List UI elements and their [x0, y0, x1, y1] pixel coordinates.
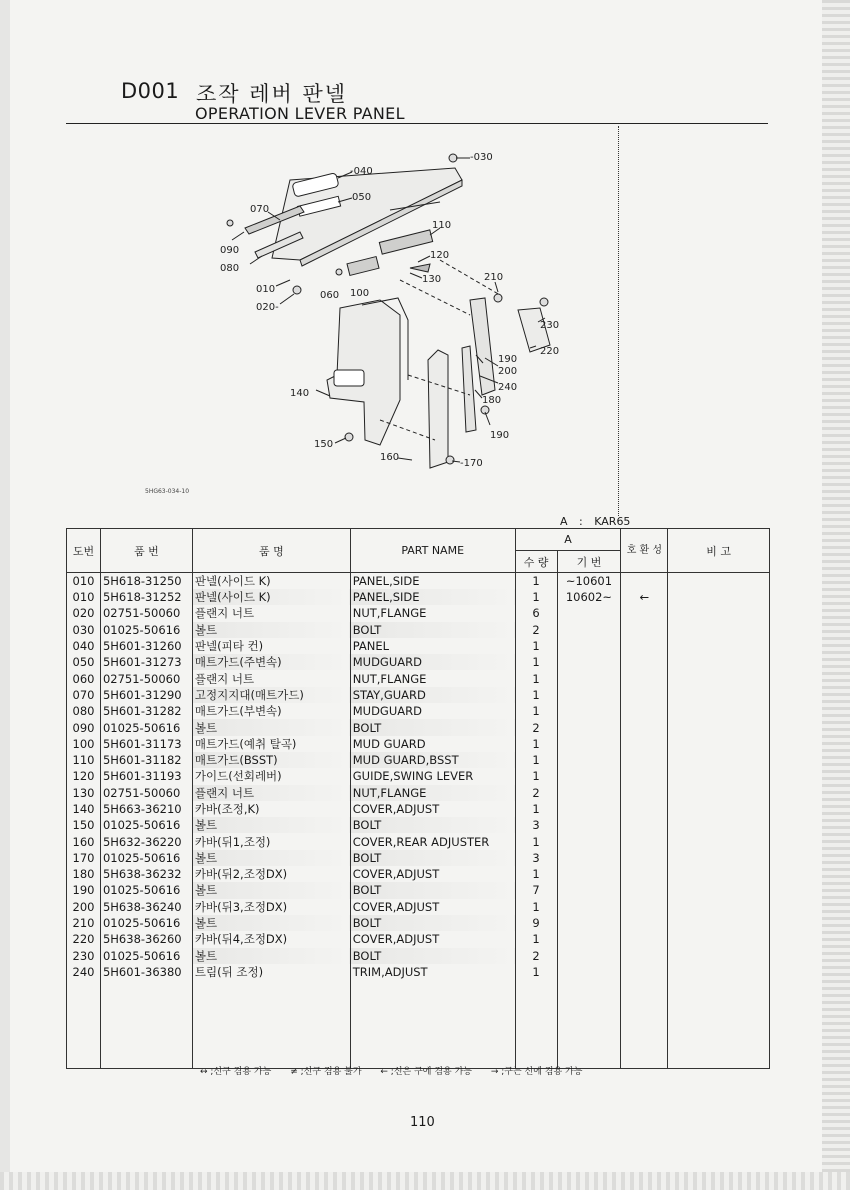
remarks-cell	[668, 703, 770, 719]
part-number-cell: 5H601-36380	[100, 964, 192, 980]
remarks-cell	[668, 589, 770, 605]
callout-140: 140	[290, 388, 310, 399]
ref-no-cell: 070	[67, 687, 101, 703]
part-number-cell: 01025-50616	[100, 882, 192, 898]
ref-no-cell: 230	[67, 948, 101, 964]
scan-edge-bottom	[0, 1172, 850, 1190]
part-number-cell: 5H601-31282	[100, 703, 192, 719]
table-row	[67, 768, 770, 784]
serial-cell	[557, 866, 621, 882]
serial-cell	[557, 670, 621, 686]
serial-cell	[557, 915, 621, 931]
ref-no-cell: 140	[67, 801, 101, 817]
header-serial: 기 번	[557, 551, 621, 573]
name-korean-cell: 볼트	[192, 817, 350, 833]
name-korean-cell: 플랜지 너트	[192, 605, 350, 621]
cover-assembly-drawing	[327, 294, 550, 468]
serial-cell	[557, 654, 621, 670]
quantity-cell: 2	[515, 785, 557, 801]
table-row	[67, 605, 770, 621]
name-korean-cell: 카바(뒤4,조정DX)	[192, 931, 350, 947]
name-korean-cell: 카바(뒤3,조정DX)	[192, 899, 350, 915]
quantity-cell: 2	[515, 948, 557, 964]
quantity-cell: 1	[515, 768, 557, 784]
part-name-cell: BOLT	[350, 915, 515, 931]
header-quantity: 수 량	[515, 551, 557, 573]
interchange-cell	[621, 670, 668, 686]
header-group-a: A	[515, 529, 621, 551]
remarks-cell	[668, 622, 770, 638]
part-name-cell: PANEL,SIDE	[350, 589, 515, 605]
ref-no-cell: 090	[67, 719, 101, 735]
quantity-cell: 1	[515, 801, 557, 817]
serial-cell	[557, 736, 621, 752]
quantity-cell: 1	[515, 736, 557, 752]
quantity-cell: 3	[515, 817, 557, 833]
ref-no-cell: 110	[67, 752, 101, 768]
part-name-cell: BOLT	[350, 948, 515, 964]
quantity-cell: 1	[515, 589, 557, 605]
quantity-cell: 1	[515, 866, 557, 882]
header-part-name: PART NAME	[350, 529, 515, 573]
interchange-cell	[621, 817, 668, 833]
header-ref-no: 도번	[67, 529, 101, 573]
page-number: 110	[410, 1115, 435, 1130]
remarks-cell	[668, 605, 770, 621]
ref-no-cell: 010	[67, 589, 101, 605]
ref-no-cell: 040	[67, 638, 101, 654]
callout-040: -040	[350, 166, 373, 177]
model-column-letter: A	[560, 515, 568, 528]
interchange-cell	[621, 736, 668, 752]
quantity-cell: 1	[515, 899, 557, 915]
part-number-cell: 5H663-36210	[100, 801, 192, 817]
name-korean-cell: 볼트	[192, 915, 350, 931]
name-korean-cell: 매트가드(예취 탈곡)	[192, 736, 350, 752]
remarks-cell	[668, 882, 770, 898]
part-number-cell: 01025-50616	[100, 850, 192, 866]
part-name-cell: BOLT	[350, 719, 515, 735]
quantity-cell: 1	[515, 931, 557, 947]
callout-130: 130	[422, 274, 442, 285]
serial-cell	[557, 801, 621, 817]
header-name-korean: 품 명	[192, 529, 350, 573]
legend-item: ↔ ;신구 겸용 가능	[200, 1067, 272, 1077]
part-name-cell: COVER,REAR ADJUSTER	[350, 833, 515, 849]
interchange-cell	[621, 719, 668, 735]
serial-cell	[557, 703, 621, 719]
part-name-cell: GUIDE,SWING LEVER	[350, 768, 515, 784]
ref-no-cell: 170	[67, 850, 101, 866]
table-row	[67, 801, 770, 817]
remarks-cell	[668, 768, 770, 784]
part-name-cell: PANEL	[350, 638, 515, 654]
interchange-cell	[621, 752, 668, 768]
part-number-cell: 5H601-31182	[100, 752, 192, 768]
table-row	[67, 833, 770, 849]
remarks-cell	[668, 687, 770, 703]
serial-cell	[557, 752, 621, 768]
interchangeability-legend	[200, 1064, 598, 1077]
name-korean-cell: 볼트	[192, 850, 350, 866]
part-number-cell: 01025-50616	[100, 719, 192, 735]
interchange-cell	[621, 654, 668, 670]
table-row	[67, 948, 770, 964]
ref-no-cell: 060	[67, 670, 101, 686]
name-korean-cell: 판넬(사이드 K)	[192, 589, 350, 605]
part-name-cell: BOLT	[350, 850, 515, 866]
part-name-cell: COVER,ADJUST	[350, 899, 515, 915]
serial-cell	[557, 785, 621, 801]
serial-cell	[557, 931, 621, 947]
interchange-cell	[621, 866, 668, 882]
ref-no-cell: 210	[67, 915, 101, 931]
quantity-cell: 1	[515, 752, 557, 768]
table-row	[67, 866, 770, 882]
remarks-cell	[668, 899, 770, 915]
part-number-cell: 5H601-31260	[100, 638, 192, 654]
ref-no-cell: 020	[67, 605, 101, 621]
ref-no-cell: 180	[67, 866, 101, 882]
part-number-cell: 5H601-31173	[100, 736, 192, 752]
illustration-divider	[618, 126, 619, 516]
legend-item: ← ;신은 구에 겸용 가능	[380, 1067, 472, 1077]
quantity-cell: 1	[515, 703, 557, 719]
part-number-cell: 5H601-31273	[100, 654, 192, 670]
part-name-cell: BOLT	[350, 882, 515, 898]
callout-180: 180	[482, 395, 502, 406]
part-name-cell: COVER,ADJUST	[350, 931, 515, 947]
quantity-cell: 1	[515, 670, 557, 686]
name-korean-cell: 판넬(피타 컨)	[192, 638, 350, 654]
interchange-cell	[621, 833, 668, 849]
part-number-cell: 5H601-31290	[100, 687, 192, 703]
name-korean-cell: 볼트	[192, 882, 350, 898]
quantity-cell: 1	[515, 833, 557, 849]
quantity-cell: 2	[515, 622, 557, 638]
serial-cell	[557, 882, 621, 898]
interchange-cell: ←	[621, 589, 668, 605]
remarks-cell	[668, 752, 770, 768]
quantity-cell: 1	[515, 573, 557, 590]
interchange-cell	[621, 850, 668, 866]
name-korean-cell: 카바(조정,K)	[192, 801, 350, 817]
remarks-cell	[668, 654, 770, 670]
table-row	[67, 703, 770, 719]
part-number-cell: 01025-50616	[100, 622, 192, 638]
callout-220: 220	[540, 346, 560, 357]
callout-030: -030	[470, 152, 493, 163]
section-title-korean: 조작 레버 판넬	[196, 82, 348, 106]
interchange-cell	[621, 703, 668, 719]
name-korean-cell: 카바(뒤2,조정DX)	[192, 866, 350, 882]
table-row	[67, 964, 770, 980]
part-name-cell: MUDGUARD	[350, 654, 515, 670]
part-name-cell: COVER,ADJUST	[350, 866, 515, 882]
name-korean-cell: 트림(뒤 조정)	[192, 964, 350, 980]
part-name-cell: PANEL,SIDE	[350, 573, 515, 590]
callout-100: 100	[350, 288, 370, 299]
table-row	[67, 736, 770, 752]
serial-cell	[557, 638, 621, 654]
part-number-cell: 5H632-36220	[100, 833, 192, 849]
part-name-cell: STAY,GUARD	[350, 687, 515, 703]
quantity-cell: 2	[515, 719, 557, 735]
serial-cell	[557, 622, 621, 638]
remarks-cell	[668, 850, 770, 866]
table-row	[67, 687, 770, 703]
serial-cell	[557, 833, 621, 849]
table-row	[67, 931, 770, 947]
part-number-cell: 5H601-31193	[100, 768, 192, 784]
ref-no-cell: 100	[67, 736, 101, 752]
interchange-cell	[621, 882, 668, 898]
interchange-cell	[621, 687, 668, 703]
part-name-cell: BOLT	[350, 817, 515, 833]
ref-no-cell: 130	[67, 785, 101, 801]
name-korean-cell: 플랜지 너트	[192, 785, 350, 801]
scan-edge-right	[822, 0, 850, 1190]
serial-cell	[557, 850, 621, 866]
name-korean-cell: 볼트	[192, 719, 350, 735]
ref-no-cell: 120	[67, 768, 101, 784]
scan-edge-left	[0, 0, 10, 1190]
ref-no-cell: 160	[67, 833, 101, 849]
name-korean-cell: 매트가드(주변속)	[192, 654, 350, 670]
serial-cell	[557, 948, 621, 964]
name-korean-cell: 볼트	[192, 622, 350, 638]
name-korean-cell: 가이드(선회레버)	[192, 768, 350, 784]
quantity-cell: 1	[515, 654, 557, 670]
table-row	[67, 899, 770, 915]
serial-cell	[557, 605, 621, 621]
callout-060: 060	[320, 290, 340, 301]
callout-210: 210	[484, 272, 504, 283]
table-row	[67, 622, 770, 638]
part-name-cell: NUT,FLANGE	[350, 670, 515, 686]
part-number-cell: 5H618-31252	[100, 589, 192, 605]
interchange-cell	[621, 899, 668, 915]
table-row	[67, 589, 770, 605]
remarks-cell	[668, 915, 770, 931]
title-underline	[66, 123, 768, 124]
quantity-cell: 7	[515, 882, 557, 898]
quantity-cell: 6	[515, 605, 557, 621]
quantity-cell: 3	[515, 850, 557, 866]
interchange-cell	[621, 605, 668, 621]
interchange-cell	[621, 931, 668, 947]
serial-cell: ~10601	[557, 573, 621, 590]
table-row	[67, 752, 770, 768]
serial-cell	[557, 899, 621, 915]
ref-no-cell: 220	[67, 931, 101, 947]
callout-010: 010	[256, 284, 276, 295]
callout-190a: 190	[498, 354, 518, 365]
part-number-cell: 5H618-31250	[100, 573, 192, 590]
ref-no-cell: 200	[67, 899, 101, 915]
table-blank-space	[67, 980, 770, 1068]
callout-120: 120	[430, 250, 450, 261]
remarks-cell	[668, 964, 770, 980]
model-separator: :	[579, 515, 583, 528]
interchange-cell	[621, 785, 668, 801]
serial-cell	[557, 817, 621, 833]
ref-no-cell: 050	[67, 654, 101, 670]
callout-110: 110	[432, 220, 452, 231]
part-number-cell: 02751-50060	[100, 605, 192, 621]
remarks-cell	[668, 573, 770, 590]
interchange-cell	[621, 948, 668, 964]
name-korean-cell: 볼트	[192, 948, 350, 964]
part-number-cell: 01025-50616	[100, 948, 192, 964]
callout-070: 070	[250, 204, 270, 215]
interchange-cell	[621, 801, 668, 817]
interchange-cell	[621, 622, 668, 638]
part-name-cell: TRIM,ADJUST	[350, 964, 515, 980]
section-code: D001	[121, 79, 180, 103]
remarks-cell	[668, 670, 770, 686]
ref-no-cell: 150	[67, 817, 101, 833]
section-title-english: OPERATION LEVER PANEL	[195, 104, 405, 123]
part-name-cell: COVER,ADJUST	[350, 801, 515, 817]
serial-cell	[557, 964, 621, 980]
exploded-parts-diagram	[140, 140, 570, 480]
serial-cell: 10602~	[557, 589, 621, 605]
remarks-cell	[668, 833, 770, 849]
name-korean-cell: 카바(뒤1,조정)	[192, 833, 350, 849]
ref-no-cell: 030	[67, 622, 101, 638]
table-row	[67, 638, 770, 654]
header-remarks: 비 고	[668, 529, 770, 573]
part-number-cell: 5H638-36232	[100, 866, 192, 882]
name-korean-cell: 고정지지대(매트가드)	[192, 687, 350, 703]
ref-no-cell: 010	[67, 573, 101, 590]
remarks-cell	[668, 736, 770, 752]
ref-no-cell: 240	[67, 964, 101, 980]
quantity-cell: 9	[515, 915, 557, 931]
name-korean-cell: 플랜지 너트	[192, 670, 350, 686]
table-row	[67, 573, 770, 590]
table-row	[67, 882, 770, 898]
interchange-cell	[621, 768, 668, 784]
interchange-cell	[621, 915, 668, 931]
part-number-cell: 5H638-36260	[100, 931, 192, 947]
callout-080: 080	[220, 263, 240, 274]
table-row	[67, 719, 770, 735]
interchange-cell	[621, 964, 668, 980]
part-number-cell: 01025-50616	[100, 817, 192, 833]
part-number-cell: 02751-50060	[100, 670, 192, 686]
ref-no-cell: 080	[67, 703, 101, 719]
table-row	[67, 915, 770, 931]
table-row	[67, 654, 770, 670]
callout-090: 090	[220, 245, 240, 256]
callout-170: -170	[460, 458, 483, 469]
serial-cell	[557, 768, 621, 784]
legend-item: → ;구는 신에 겸용 가능	[490, 1067, 583, 1077]
part-name-cell: NUT,FLANGE	[350, 785, 515, 801]
callout-150: 150	[314, 439, 334, 450]
part-name-cell: MUDGUARD	[350, 703, 515, 719]
remarks-cell	[668, 866, 770, 882]
model-name: KAR65	[594, 515, 631, 528]
part-name-cell: NUT,FLANGE	[350, 605, 515, 621]
remarks-cell	[668, 817, 770, 833]
part-number-cell: 01025-50616	[100, 915, 192, 931]
name-korean-cell: 판넬(사이드 K)	[192, 573, 350, 590]
callout-020: 020-	[256, 302, 279, 313]
table-row	[67, 670, 770, 686]
table-row	[67, 785, 770, 801]
table-row	[67, 817, 770, 833]
legend-item: ≠ ;신구 겸용 불가	[290, 1067, 362, 1077]
part-name-cell: BOLT	[350, 622, 515, 638]
serial-cell	[557, 687, 621, 703]
table-row	[67, 850, 770, 866]
header-interchangeability: 호 환 성	[621, 529, 668, 573]
part-number-cell: 02751-50060	[100, 785, 192, 801]
part-number-cell: 5H638-36240	[100, 899, 192, 915]
name-korean-cell: 매트가드(부변속)	[192, 703, 350, 719]
parts-list-table	[66, 528, 770, 1069]
remarks-cell	[668, 638, 770, 654]
remarks-cell	[668, 931, 770, 947]
remarks-cell	[668, 948, 770, 964]
part-name-cell: MUD GUARD	[350, 736, 515, 752]
callout-050: 050	[352, 192, 372, 203]
ref-no-cell: 190	[67, 882, 101, 898]
callout-200: 200	[498, 366, 518, 377]
quantity-cell: 1	[515, 687, 557, 703]
quantity-cell: 1	[515, 964, 557, 980]
model-indicator	[560, 515, 638, 528]
remarks-cell	[668, 719, 770, 735]
remarks-cell	[668, 785, 770, 801]
callout-240: 240	[498, 382, 518, 393]
interchange-cell	[621, 638, 668, 654]
part-name-cell: MUD GUARD,BSST	[350, 752, 515, 768]
callout-190b: 190	[490, 430, 510, 441]
quantity-cell: 1	[515, 638, 557, 654]
drawing-code: 5HG63-034-10	[145, 488, 190, 495]
interchange-cell	[621, 573, 668, 590]
serial-cell	[557, 719, 621, 735]
header-part-number: 품 번	[100, 529, 192, 573]
callout-230: 230	[540, 320, 560, 331]
remarks-cell	[668, 801, 770, 817]
callout-160: 160	[380, 452, 400, 463]
name-korean-cell: 매트가드(BSST)	[192, 752, 350, 768]
